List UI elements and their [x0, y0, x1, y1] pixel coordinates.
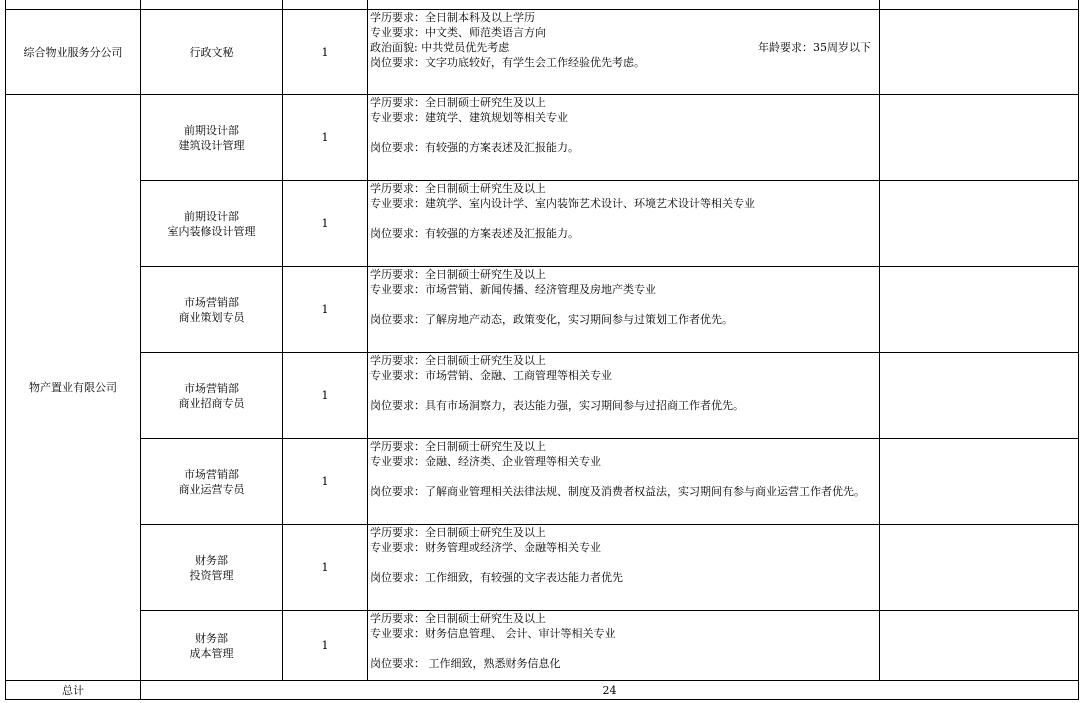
table-row [6, 525, 1079, 611]
requirements-cell [368, 611, 880, 681]
count-cell: 1 [283, 181, 368, 267]
table-row [6, 611, 1079, 681]
department-name: 市场营销部 [184, 295, 239, 309]
count-cell: 1 [283, 10, 368, 95]
cell-empty [6, 0, 141, 10]
count-cell: 1 [283, 267, 368, 353]
edu-requirement: 学历要求：全日制硕士研究生及以上 [370, 526, 546, 539]
department-name: 前期设计部 [184, 123, 239, 137]
edu-requirement: 学历要求：全日制硕士研究生及以上 [370, 612, 546, 625]
department-name: 财务部 [195, 553, 228, 567]
major-requirement: 专业要求：财务信息管理、 会计、审计等相关专业 [370, 627, 616, 640]
count-cell: 1 [283, 353, 368, 439]
position-name: 室内装修设计管理 [167, 224, 256, 238]
position-cell [141, 267, 283, 353]
duty-requirement: 岗位要求：有较强的方案表述及汇报能力。 [370, 141, 579, 154]
count-cell: 1 [283, 439, 368, 525]
major-requirement: 专业要求：建筑学、建筑规划等相关专业 [370, 111, 568, 124]
edu-requirement: 学历要求：全日制硕士研究生及以上 [370, 96, 546, 109]
position-name: 成本管理 [189, 646, 234, 660]
duty-requirement: 岗位要求：具有市场洞察力，表达能力强，实习期间参与过招商工作者优先。 [370, 399, 744, 412]
cell-empty [283, 0, 368, 10]
duty-requirement: 岗位要求：有较强的方案表述及汇报能力。 [370, 227, 579, 240]
requirements-cell [368, 181, 880, 267]
department-name: 市场营销部 [184, 381, 239, 395]
department-name: 市场营销部 [184, 467, 239, 481]
position-name: 投资管理 [189, 568, 234, 582]
count-cell: 1 [283, 95, 368, 181]
position-name: 行政文秘 [189, 45, 234, 59]
remarks-cell [880, 181, 1079, 267]
remarks-cell [880, 267, 1079, 353]
edu-requirement: 学历要求：全日制硕士研究生及以上 [370, 182, 546, 195]
age-requirement: 年龄要求：35周岁以下 [758, 41, 871, 54]
major-requirement: 专业要求：市场营销、新闻传播、经济管理及房地产类专业 [370, 283, 656, 296]
total-value: 24 [141, 681, 1079, 700]
company-cell: 物产置业有限公司 [6, 95, 141, 681]
major-requirement: 专业要求：金融、经济类、企业管理等相关专业 [370, 455, 601, 468]
position-cell [141, 10, 283, 95]
count-cell: 1 [283, 525, 368, 611]
position-cell [141, 439, 283, 525]
duty-requirement: 岗位要求：了解商业管理相关法律法规、制度及消费者权益法，实习期间有参与商业运营工作者优先。 [370, 485, 865, 498]
edu-requirement: 学历要求：全日制硕士研究生及以上 [370, 440, 546, 453]
requirements-cell [368, 10, 880, 95]
duty-requirement: 岗位要求：工作细致，有较强的文字表达能力者优先 [370, 571, 623, 584]
total-row [6, 681, 1079, 700]
total-label: 总计 [6, 681, 141, 700]
recruitment-table [5, 0, 1079, 700]
cell-empty [880, 0, 1079, 10]
politics-age-line [370, 40, 879, 55]
position-cell [141, 525, 283, 611]
major-requirement: 专业要求：市场营销、金融、工商管理等相关专业 [370, 369, 612, 382]
position-name: 商业招商专员 [178, 396, 245, 410]
duty-requirement: 岗位要求：了解房地产动态，政策变化，实习期间参与过策划工作者优先。 [370, 313, 733, 326]
remarks-cell [880, 353, 1079, 439]
company-cell: 综合物业服务分公司 [6, 10, 141, 95]
remarks-cell [880, 10, 1079, 95]
table-row [6, 10, 1079, 95]
table-row [6, 267, 1079, 353]
position-name: 建筑设计管理 [178, 138, 245, 152]
remarks-cell [880, 611, 1079, 681]
requirements-cell [368, 439, 880, 525]
requirements-cell [368, 267, 880, 353]
duty-requirement: 岗位要求： 工作细致，熟悉财务信息化 [370, 657, 561, 670]
requirements-cell [368, 353, 880, 439]
cell-empty [141, 0, 283, 10]
table-row [6, 439, 1079, 525]
duty-requirement: 岗位要求：文字功底较好，有学生会工作经验优先考虑。 [370, 56, 645, 69]
position-name: 商业运营专员 [178, 482, 245, 496]
remarks-cell [880, 525, 1079, 611]
department-name: 财务部 [195, 631, 228, 645]
edu-requirement: 学历要求：全日制硕士研究生及以上 [370, 354, 546, 367]
major-requirement: 专业要求：建筑学、室内设计学、室内装饰艺术设计、环境艺术设计等相关专业 [370, 197, 755, 210]
department-name: 前期设计部 [184, 209, 239, 223]
table-row [6, 181, 1079, 267]
position-cell [141, 353, 283, 439]
table-row [6, 353, 1079, 439]
requirements-cell [368, 525, 880, 611]
position-cell [141, 611, 283, 681]
cell-empty [368, 0, 880, 10]
position-name: 商业策划专员 [178, 310, 245, 324]
remarks-cell [880, 95, 1079, 181]
table-row-top-partial [6, 0, 1079, 10]
position-cell [141, 181, 283, 267]
table-row [6, 95, 1079, 181]
requirements-cell [368, 95, 880, 181]
major-requirement: 专业要求：财务管理或经济学、金融等相关专业 [370, 541, 601, 554]
edu-requirement: 学历要求：全日制硕士研究生及以上 [370, 268, 546, 281]
position-cell [141, 95, 283, 181]
edu-requirement: 学历要求：全日制本科及以上学历 [370, 11, 535, 24]
count-cell: 1 [283, 611, 368, 681]
remarks-cell [880, 439, 1079, 525]
politics-requirement: 政治面貌: 中共党员优先考虑 [370, 41, 510, 54]
major-requirement: 专业要求：中文类、师范类语言方向 [370, 26, 546, 39]
